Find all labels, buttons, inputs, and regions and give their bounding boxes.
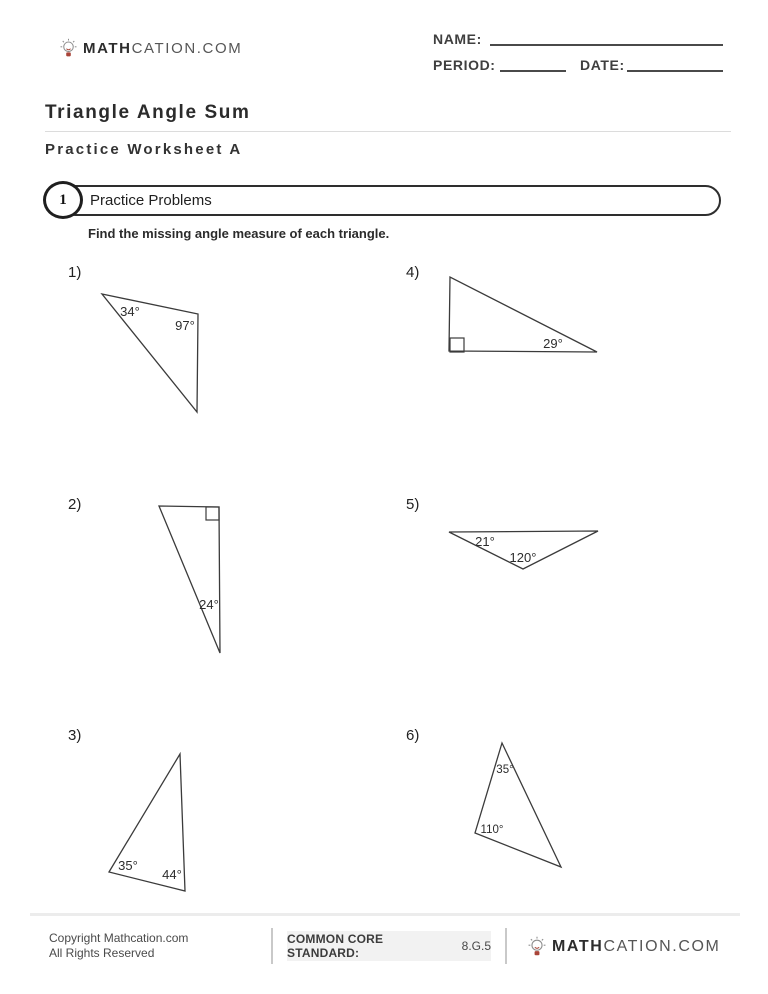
triangle-outline (102, 294, 198, 412)
period-blank-line (500, 70, 566, 72)
problem-6-number: 6) (406, 727, 420, 744)
page-title: Triangle Angle Sum (45, 102, 251, 123)
angle-label: 35° (118, 858, 138, 873)
copyright-line2: All Rights Reserved (49, 946, 155, 960)
angle-label: 34° (120, 304, 140, 319)
standard-label: COMMON CORE STANDARD: (287, 932, 384, 960)
footer-vertical-divider-right (505, 928, 507, 964)
problem-1-number: 1) (68, 264, 82, 281)
name-label: NAME: (433, 31, 482, 47)
problem-3-number: 3) (68, 727, 82, 744)
triangle-figure-4 (443, 270, 608, 362)
mathcation-logo (60, 38, 242, 59)
name-blank-line (490, 44, 723, 46)
angle-label: 21° (475, 534, 495, 549)
angle-label: 110° (480, 824, 504, 836)
footer-divider (30, 913, 740, 916)
lightbulb-icon (60, 38, 77, 59)
triangle-figure-6 (468, 736, 573, 876)
problem-5-number: 5) (406, 496, 420, 513)
logo-text: MATHCATION.COM (552, 938, 721, 955)
angle-label: 44° (162, 867, 182, 882)
triangle-figure-5 (442, 524, 607, 579)
problem-4-number: 4) (406, 264, 420, 281)
angle-label: 120° (509, 550, 537, 565)
standard-value: 8.G.5 (461, 939, 491, 953)
copyright-text (49, 931, 188, 961)
angle-label: 35° (496, 764, 514, 776)
triangle-figure-3 (100, 745, 200, 900)
section-heading: Practice Problems (90, 192, 212, 209)
triangle-outline (475, 743, 561, 867)
angle-label: 24° (199, 597, 219, 612)
footer-vertical-divider-left (271, 928, 273, 964)
problem-2-number: 2) (68, 496, 82, 513)
section-number-badge (43, 181, 83, 219)
date-blank-line (627, 70, 723, 72)
logo-text: MATHCATION.COM (83, 40, 243, 57)
date-label: DATE: (580, 57, 625, 73)
copyright-line1: Copyright Mathcation.com (49, 931, 189, 945)
triangle-figure-1 (95, 288, 210, 418)
angle-label: 29° (543, 336, 563, 351)
triangle-outline (159, 506, 220, 653)
common-core-standard-box (287, 931, 491, 961)
mathcation-footer-logo (528, 936, 720, 958)
section-number: 1 (59, 191, 67, 208)
triangle-outline (449, 277, 597, 352)
instructions-text: Find the missing angle measure of each triangle. (88, 226, 390, 241)
right-angle-marker (206, 507, 219, 520)
lightbulb-icon (528, 936, 546, 958)
right-angle-marker (450, 338, 464, 352)
title-divider (45, 131, 731, 132)
period-label: PERIOD: (433, 57, 496, 73)
worksheet-subtitle: Practice Worksheet A (45, 141, 243, 158)
angle-label: 97° (175, 318, 195, 333)
triangle-figure-2 (152, 498, 232, 660)
